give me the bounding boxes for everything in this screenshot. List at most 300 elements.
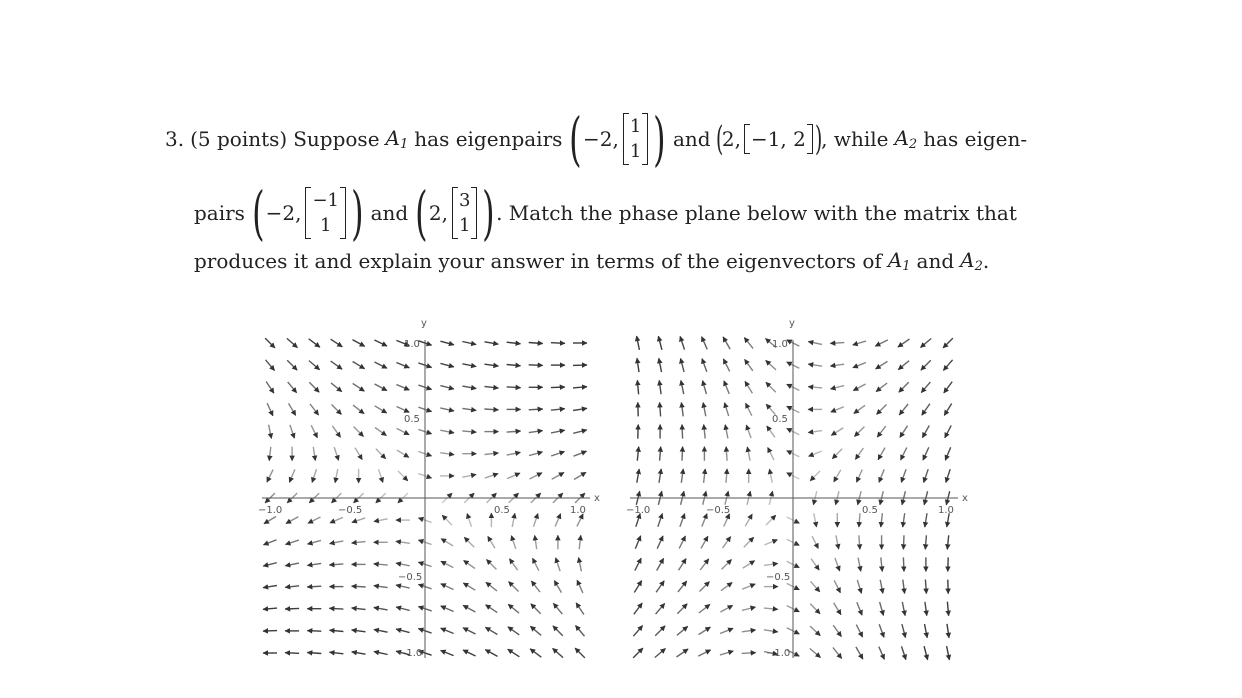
x-tick-neg1-right: −1.0 [626, 505, 651, 516]
left-arrow-10 [269, 425, 272, 439]
left-arrow-33 [307, 586, 321, 587]
left-arrow-59 [331, 339, 343, 347]
right-arrow-180 [902, 624, 906, 638]
right-arrow-28 [659, 358, 662, 372]
right-arrow-154 [859, 535, 860, 549]
left-arrow-100 [397, 428, 410, 434]
right-arrow-18 [656, 581, 664, 593]
right-arrow-85 [746, 425, 751, 438]
right-arrow-15 [655, 649, 666, 658]
left-arrow-27 [288, 382, 297, 393]
left-arrow-41 [310, 404, 319, 415]
x-tick-neg05-right: −0.5 [706, 505, 731, 516]
left-arrow-95 [396, 541, 410, 543]
y-tick-neg05-left: −0.5 [398, 572, 423, 583]
left-arrow-14 [265, 338, 275, 348]
left-arrow-36 [308, 517, 321, 523]
left-arrow-194 [553, 648, 564, 657]
left-arrow-181 [531, 604, 541, 614]
left-arrow-162 [485, 364, 499, 366]
left-arrow-184 [535, 535, 537, 549]
left-arrow-182 [531, 581, 540, 592]
left-arrow-164 [508, 649, 520, 657]
left-arrow-25 [290, 425, 295, 438]
left-arrow-4 [263, 563, 277, 566]
left-arrow-76 [374, 630, 388, 633]
left-arrow-56 [332, 405, 342, 415]
left-arrow-148 [462, 342, 476, 345]
left-arrow-176 [507, 387, 521, 388]
left-arrow-1 [263, 631, 277, 632]
left-arrow-153 [487, 560, 497, 570]
right-arrow-181 [902, 602, 905, 616]
y-axis-label-left: y [421, 318, 427, 329]
x-axis-label-right: x [962, 493, 968, 504]
left-arrow-206 [551, 387, 565, 388]
x-tick-neg1-left: −1.0 [258, 505, 283, 516]
right-arrow-4 [635, 558, 641, 570]
left-arrow-31 [307, 631, 321, 632]
left-arrow-79 [374, 564, 388, 565]
right-arrow-218 [945, 447, 950, 460]
right-arrow-145 [831, 407, 844, 412]
right-arrow-39 [682, 447, 683, 461]
left-arrow-157 [485, 474, 498, 479]
left-arrow-87 [375, 384, 387, 391]
right-arrow-94 [764, 563, 778, 565]
right-arrow-55 [704, 425, 706, 439]
right-arrow-177 [876, 361, 888, 369]
right-arrow-92 [764, 608, 778, 609]
left-arrow-45 [330, 652, 344, 654]
right-arrow-202 [924, 469, 929, 482]
right-arrow-48 [700, 582, 710, 592]
right-arrow-135 [833, 625, 841, 636]
left-arrow-193 [529, 343, 543, 344]
right-arrow-56 [703, 403, 706, 417]
right-arrow-47 [699, 604, 710, 613]
problem-points: (5 points) [190, 127, 288, 151]
left-arrow-169 [511, 536, 515, 549]
x-tick-neg05-left: −0.5 [338, 505, 363, 516]
left-arrow-180 [530, 626, 541, 635]
left-arrow-210 [576, 626, 585, 637]
right-arrow-24 [660, 447, 661, 461]
left-arrow-94 [396, 563, 410, 566]
left-arrow-38 [312, 469, 316, 482]
right-arrow-70 [725, 425, 728, 439]
right-arrow-77 [742, 607, 756, 610]
left-arrow-8 [267, 470, 273, 483]
left-arrow-69 [355, 448, 362, 460]
left-arrow-57 [331, 383, 342, 392]
right-arrow-134 [833, 648, 842, 659]
right-arrow-146 [831, 386, 845, 389]
left-arrow-2 [263, 608, 277, 609]
right-arrow-160 [854, 405, 865, 413]
right-arrow-95 [764, 540, 777, 545]
right-arrow-86 [746, 403, 752, 416]
right-arrow-166 [880, 602, 884, 615]
left-arrow-21 [286, 517, 298, 524]
problem-statement [0, 0, 1242, 290]
left-arrow-154 [488, 536, 495, 548]
matrix-a1: $A_1$ [385, 126, 409, 152]
left-arrow-78 [374, 586, 388, 588]
left-arrow-204 [551, 430, 565, 433]
right-arrow-31 [677, 626, 688, 635]
left-arrow-55 [332, 426, 340, 437]
left-arrow-132 [440, 363, 454, 367]
right-arrow-200 [925, 513, 927, 527]
right-arrow-142 [834, 470, 841, 482]
right-arrow-100 [767, 426, 775, 437]
right-arrow-75 [742, 653, 756, 654]
left-arrow-137 [463, 583, 475, 590]
right-arrow-74 [723, 337, 730, 349]
left-arrow-185 [534, 514, 538, 527]
right-arrow-133 [808, 342, 822, 345]
left-arrow-203 [551, 452, 564, 456]
right-arrow-136 [834, 603, 841, 615]
right-arrow-210 [947, 624, 949, 638]
right-arrow-43 [681, 358, 685, 372]
right-arrow-29 [658, 336, 662, 350]
right-arrow-129 [808, 431, 822, 433]
left-arrow-40 [311, 425, 317, 438]
left-arrow-75 [374, 652, 388, 655]
text-has-eigen: has eigen- [923, 127, 1028, 151]
right-arrow-209 [947, 646, 950, 660]
right-arrow-214 [947, 535, 948, 549]
right-arrow-33 [678, 581, 687, 592]
left-arrow-50 [330, 541, 344, 544]
left-arrow-35 [308, 540, 322, 544]
left-arrow-119 [441, 650, 454, 655]
left-arrow-144 [462, 431, 476, 432]
right-arrow-159 [855, 427, 865, 437]
right-arrow-9 [637, 447, 638, 461]
right-arrow-127 [810, 471, 820, 481]
left-arrow-122 [441, 584, 454, 590]
text-produces: produces it and explain your answer in terms of the eigenvectors of [194, 249, 882, 273]
right-arrow-1 [633, 626, 642, 637]
left-arrow-211 [576, 603, 584, 615]
right-arrow-14 [637, 336, 640, 350]
left-arrow-192 [529, 365, 543, 366]
right-arrow-187 [901, 469, 906, 482]
left-arrow-213 [579, 558, 582, 572]
right-arrow-183 [903, 557, 904, 571]
right-arrow-119 [810, 649, 821, 658]
right-arrow-99 [768, 448, 774, 461]
phase-plane-left [0, 312, 620, 672]
x-tick-05-right: 0.5 [862, 505, 878, 516]
right-arrow-150 [856, 625, 862, 638]
left-arrow-138 [464, 560, 475, 568]
right-arrow-161 [853, 384, 865, 391]
right-arrow-80 [744, 537, 754, 547]
left-arrow-13 [266, 360, 275, 371]
left-arrow-166 [508, 604, 519, 613]
left-arrow-139 [464, 537, 474, 547]
text-and: and [672, 127, 711, 151]
left-arrow-98 [398, 471, 408, 481]
x-tick-1-left: 1.0 [570, 505, 586, 516]
right-arrow-205 [922, 404, 930, 416]
left-arrow-219 [573, 430, 587, 433]
left-arrow-5 [264, 540, 277, 545]
right-arrow-132 [808, 364, 822, 366]
right-arrow-179 [902, 646, 906, 659]
right-arrow-194 [924, 646, 928, 660]
right-arrow-189 [900, 426, 908, 438]
right-arrow-57 [703, 381, 707, 394]
left-arrow-85 [375, 428, 386, 436]
right-arrow-2 [634, 603, 642, 614]
left-arrow-179 [530, 649, 541, 657]
right-arrow-5 [635, 536, 640, 549]
left-arrow-11 [267, 403, 273, 416]
left-arrow-136 [463, 605, 475, 612]
left-arrow-102 [396, 385, 409, 391]
right-arrow-88 [745, 359, 753, 370]
x-tick-1-right: 1.0 [938, 505, 954, 516]
right-arrow-195 [925, 624, 928, 638]
left-arrow-151 [486, 605, 498, 613]
right-arrow-149 [856, 647, 863, 659]
x-tick-05-left: 0.5 [494, 505, 510, 516]
left-arrow-178 [507, 342, 521, 344]
eigenvalue-neg2: −2, [583, 127, 619, 151]
left-arrow-125 [442, 515, 452, 525]
left-arrow-44 [309, 339, 320, 347]
right-arrow-72 [724, 381, 729, 394]
matrix-a2: $A_2$ [894, 126, 918, 152]
left-arrow-129 [440, 430, 454, 433]
right-arrow-203 [923, 447, 929, 460]
right-arrow-96 [766, 515, 776, 525]
left-arrow-187 [530, 473, 543, 479]
right-arrow-20 [657, 536, 663, 549]
right-arrow-60 [720, 651, 733, 655]
left-arrow-3 [263, 586, 277, 588]
right-arrow-42 [681, 380, 684, 394]
right-arrow-98 [770, 469, 773, 483]
right-arrow-36 [680, 514, 685, 527]
left-arrow-163 [485, 342, 499, 344]
problem-line-2: pairs ( −2, −1 1 ) and ( 2, 3 1 ) . Match the phase plane below with the matrix that [194, 179, 1017, 247]
right-arrow-155 [859, 513, 860, 527]
left-arrow-149 [485, 650, 497, 657]
right-arrow-19 [657, 558, 664, 570]
right-arrow-63 [721, 583, 732, 591]
left-arrow-47 [329, 608, 343, 609]
left-arrow-209 [575, 648, 585, 658]
right-arrow-27 [659, 380, 661, 394]
left-arrow-54 [334, 447, 338, 460]
right-arrow-21 [658, 514, 663, 527]
right-arrow-173 [878, 448, 885, 460]
left-arrow-43 [309, 361, 320, 370]
right-arrow-32 [677, 604, 687, 614]
left-arrow-89 [374, 340, 387, 346]
right-arrow-0 [633, 648, 643, 658]
left-arrow-130 [440, 408, 454, 411]
right-arrow-44 [680, 336, 684, 349]
right-arrow-153 [858, 558, 861, 572]
right-arrow-26 [660, 402, 661, 416]
left-arrow-15 [285, 653, 299, 654]
matrix-a1-b: $A_1$ [887, 248, 911, 274]
left-arrow-131 [440, 386, 454, 389]
left-arrow-165 [508, 627, 519, 635]
right-arrow-38 [681, 469, 683, 483]
right-arrow-87 [745, 381, 752, 393]
left-arrow-18 [285, 586, 299, 588]
right-arrow-69 [726, 447, 727, 461]
right-arrow-49 [700, 559, 709, 570]
y-tick-05-right: 0.5 [772, 414, 788, 425]
left-arrow-53 [335, 469, 338, 483]
left-arrow-23 [289, 469, 295, 482]
left-arrow-134 [463, 650, 476, 656]
left-arrow-84 [376, 449, 386, 459]
right-arrow-131 [808, 387, 822, 388]
right-arrow-162 [853, 363, 866, 368]
left-arrow-121 [441, 606, 454, 612]
left-arrow-58 [331, 361, 342, 369]
right-arrow-45 [698, 650, 711, 656]
right-arrow-137 [834, 580, 840, 593]
left-arrow-26 [289, 403, 296, 415]
left-arrow-19 [285, 563, 299, 566]
left-arrow-71 [353, 405, 364, 414]
right-arrow-73 [723, 359, 729, 372]
left-arrow-12 [266, 382, 274, 394]
right-arrow-148 [830, 343, 844, 344]
right-arrow-62 [720, 605, 732, 612]
left-arrow-189 [529, 431, 543, 433]
right-arrow-76 [742, 630, 756, 632]
left-arrow-208 [551, 343, 565, 344]
right-arrow-68 [726, 469, 727, 483]
left-arrow-218 [574, 451, 587, 456]
right-arrow-123 [811, 559, 819, 570]
left-arrow-202 [552, 473, 564, 480]
left-arrow-6 [264, 517, 276, 524]
text-match: . Match the phase plane below with the matrix that [496, 201, 1017, 225]
right-arrow-197 [925, 580, 926, 594]
right-arrow-163 [853, 341, 866, 345]
right-arrow-138 [835, 558, 840, 571]
right-arrow-192 [898, 361, 909, 370]
right-arrow-174 [877, 426, 886, 437]
right-arrow-170 [881, 513, 883, 527]
left-arrow-93 [396, 585, 410, 588]
left-arrow-190 [529, 409, 543, 410]
right-arrow-188 [901, 448, 907, 461]
right-arrow-53 [704, 469, 706, 483]
left-arrow-196 [553, 603, 562, 614]
left-arrow-147 [462, 364, 476, 367]
left-arrow-128 [440, 453, 454, 455]
right-arrow-91 [764, 630, 778, 632]
left-arrow-172 [507, 473, 520, 479]
right-arrow-191 [899, 382, 909, 392]
right-arrow-182 [903, 580, 905, 594]
left-arrow-81 [374, 519, 388, 522]
right-arrow-208 [921, 339, 932, 348]
left-arrow-99 [397, 450, 409, 457]
right-arrow-64 [722, 560, 732, 570]
left-arrow-88 [375, 362, 388, 368]
right-arrow-143 [832, 449, 842, 459]
left-arrow-200 [555, 514, 561, 527]
y-tick-1-left: 1.0 [404, 339, 420, 350]
left-arrow-140 [467, 514, 471, 527]
left-arrow-142 [462, 475, 476, 478]
x-axis-label-left: x [594, 493, 600, 504]
text-has-eigenpairs: has eigenpairs [414, 127, 563, 151]
right-arrow-206 [921, 382, 930, 393]
matrix-a2-b: $A_2$ [960, 248, 983, 274]
left-arrow-158 [485, 453, 499, 455]
left-arrow-220 [573, 408, 587, 410]
y-tick-neg1-left: −1.0 [398, 648, 423, 659]
left-arrow-174 [507, 431, 521, 432]
eigenvalue-2: 2, [721, 127, 741, 151]
left-arrow-183 [533, 558, 539, 571]
text-and-c: and [916, 249, 955, 273]
right-arrow-46 [699, 627, 711, 635]
left-arrow-170 [512, 513, 515, 527]
left-arrow-205 [551, 409, 565, 411]
eigenvector-neg1-2: −1, 2 [744, 124, 813, 154]
right-arrow-172 [879, 469, 884, 482]
y-tick-1-right: 1.0 [772, 339, 788, 350]
right-arrow-158 [855, 448, 863, 459]
right-arrow-35 [679, 536, 685, 549]
right-arrow-81 [745, 514, 752, 526]
right-arrow-59 [702, 337, 708, 350]
right-arrow-120 [810, 626, 820, 636]
left-arrow-167 [509, 582, 519, 592]
left-arrow-214 [579, 535, 581, 549]
right-arrow-217 [946, 469, 950, 482]
right-arrow-3 [634, 581, 641, 593]
left-arrow-124 [441, 539, 453, 546]
right-arrow-40 [682, 425, 683, 439]
left-arrow-63 [352, 586, 366, 587]
left-arrow-91 [396, 629, 410, 633]
left-arrow-72 [353, 383, 365, 391]
right-arrow-65 [723, 537, 731, 548]
right-arrow-167 [880, 580, 883, 594]
left-arrow-46 [330, 630, 344, 631]
left-arrow-101 [397, 407, 410, 413]
right-arrow-61 [720, 628, 733, 633]
left-arrow-198 [556, 558, 561, 571]
right-arrow-71 [725, 403, 729, 416]
left-arrow-83 [379, 469, 383, 482]
right-arrow-16 [655, 626, 665, 636]
problem-line-3: produces it and explain your answer in terms of the eigenvectors of $A_1$ and $A_2$ . [194, 248, 990, 274]
left-arrow-51 [330, 517, 343, 523]
left-arrow-146 [462, 386, 476, 388]
left-arrow-77 [374, 608, 388, 610]
right-arrow-220 [944, 404, 951, 416]
